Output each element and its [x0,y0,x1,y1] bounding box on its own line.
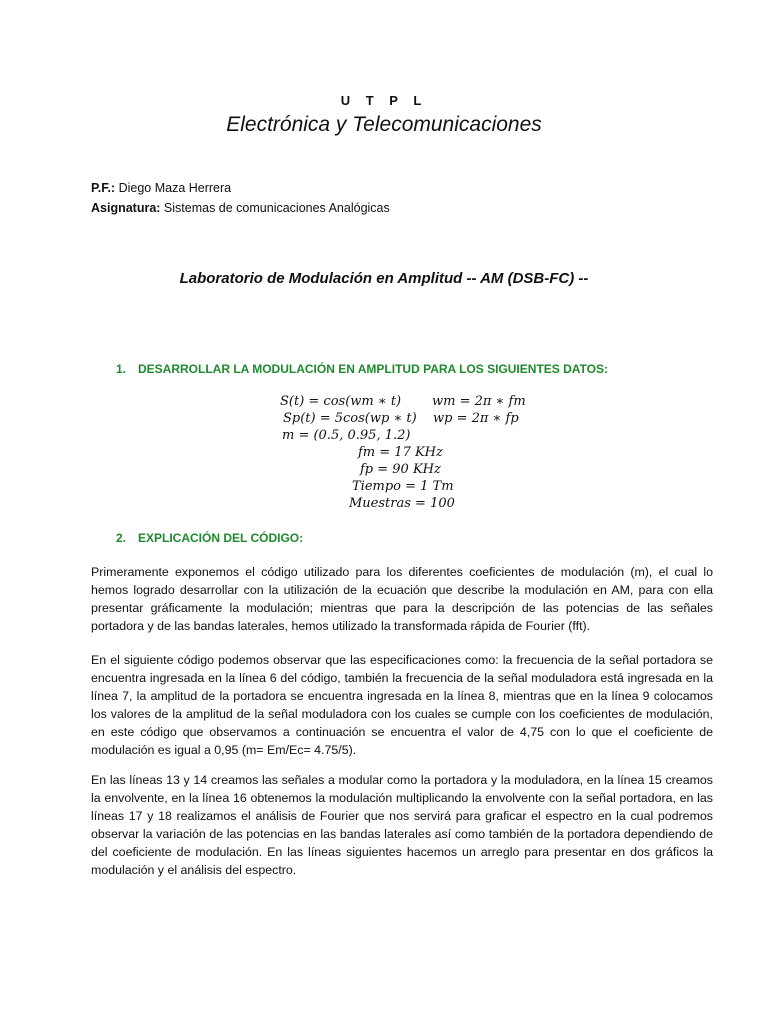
subject-label: Asignatura: [91,201,161,215]
equation-st: S(t) = cos(wm ∗ t) [280,394,402,409]
subject-name: Sistemas de comunicaciones Analógicas [160,201,390,215]
professor-line [91,181,231,195]
section-1-number: 1. [116,362,127,376]
paragraph: Primeramente exponemos el código utilizado para los diferentes coeficientes de modulación (m), el cual lo hemos logrado desarrollar con la utilización de la ecuación que describe la modulación en AM, para con ella presentar gráficamente la modulación; mientras que para la descripción de las potencias de las señales portadora y de las bandas laterales, hemos utilizado la transformada rápida de Fourier (fft). [91,565,713,633]
equation-wm: wm = 2π ∗ fm [432,394,526,409]
professor-name: Diego Maza Herrera [115,181,232,195]
section-2-title: EXPLICACIÓN DEL CÓDIGO: [138,531,304,545]
paragraph: En el siguiente código podemos observar que las especificaciones como: la frecuencia de la señal portadora se encuentra ingresada en la línea 6 del código, también la frecuencia de la señal moduladora está ingresada en la línea 7, la amplitud de la portadora se encuentra ingresada en la línea 8, mientras que en la línea 9 colocamos los valores de la amplitud de la señal moduladora con los cuales se cumple con los coeficientes de modulación, en este código que observamos a continuación se encuentra el valor de 4,75 con lo que el coeficiente de modulación es igual a 0,95 (m= Em/Ec= 4.75/5). [91,653,713,757]
equation-wp: wp = 2π ∗ fp [433,411,519,426]
equation-fm: fm = 17 KHz [358,445,443,460]
subject-line [91,201,390,215]
equation-tiempo: Tiempo = 1 Tm [352,479,454,494]
section-2-number: 2. [116,531,127,545]
professor-label: P.F.: [91,181,116,195]
lab-title: Laboratorio de Modulación en Amplitud -- AM (DSB-FC) -- [179,270,589,287]
paragraph: En las líneas 13 y 14 creamos las señales a modular como la portadora y la moduladora, en la línea 15 creamos la envolvente, en la línea 16 obtenemos la modulación multiplicando la envolvente con la señal portadora, en las líneas 17 y 18 realizamos el análisis de Fourier que nos servirá para graficar el espectro en la cual podremos observar la variación de las potencias en las bandas laterales así como también de la portadora dependiendo de del coeficiente de modulación. En las líneas siguientes hacemos un arreglo para presentar en dos gráficos la modulación y el análisis del espectro. [91,773,713,877]
university-acronym: U T P L [340,93,428,108]
equation-m: m = (0.5, 0.95, 1.2) [282,428,411,443]
section-1-title: DESARROLLAR LA MODULACIÓN EN AMPLITUD PARA LOS SIGUIENTES DATOS: [138,362,608,376]
department-title: Electrónica y Telecomunicaciones [226,113,542,136]
equation-fp: fp = 90 KHz [360,462,441,477]
section-1-heading [116,362,608,376]
equation-muestras: Muestras = 100 [349,496,455,511]
section-2-heading [116,531,303,545]
equation-spt: Sp(t) = 5cos(wp ∗ t) [283,411,417,426]
